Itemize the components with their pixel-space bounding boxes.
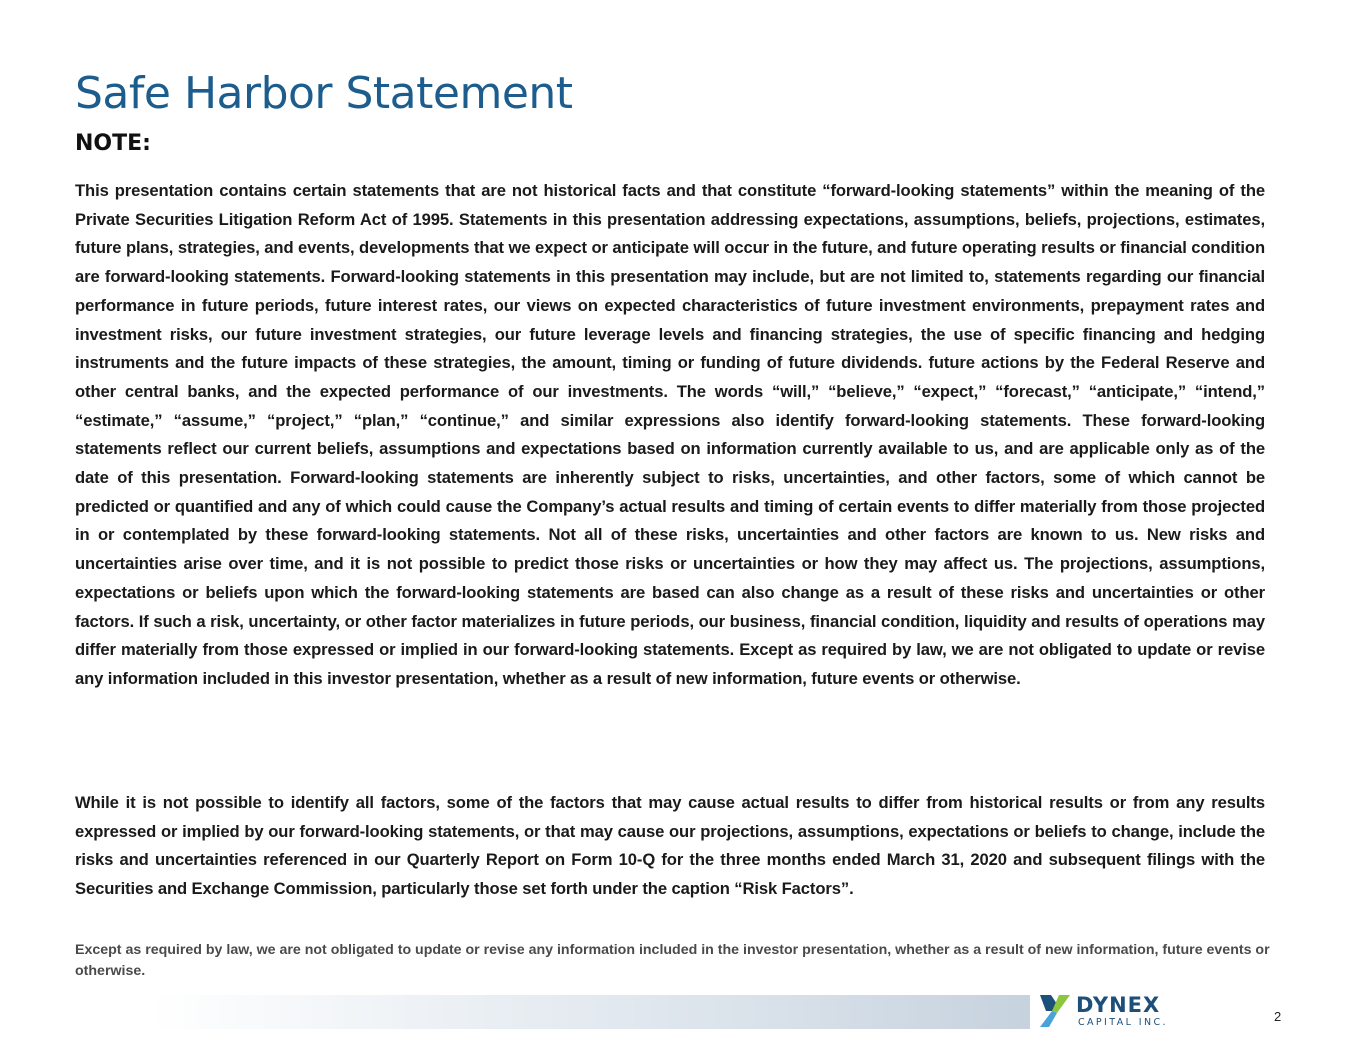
logo-subtitle: CAPITAL INC. [1078, 1017, 1168, 1028]
safe-harbor-paragraph-2: While it is not possible to identify all factors, some of the factors that may cause actual results to differ from historical results or from any results expressed or implied by our forward-looking statements, or that may cause our projections, assumptions, expectations or beliefs to change, include the risks and uncertainties referenced in our Quarterly Report on Form 10-Q for the three months ended March 31, 2020 and subsequent filings with the Securities and Exchange Commission, particularly those set forth under the caption “Risk Factors”. [75, 793, 1265, 899]
slide-title: Safe Harbor Statement [75, 68, 573, 119]
dynex-logo-mark-icon [1040, 995, 1070, 1027]
page-number: 2 [1274, 1009, 1282, 1024]
footnote-disclaimer: Except as required by law, we are not obligated to update or revise any information included in the investor presentation, whether as a result of new information, future events or otherwise. [75, 942, 1270, 979]
note-label: NOTE: [75, 131, 151, 156]
logo-wordmark: DYNEX [1076, 993, 1161, 1017]
dynex-logo [1040, 993, 1180, 1033]
safe-harbor-paragraph-1: This presentation contains certain statements that are not historical facts and that constitute “forward-looking statements” within the meaning of the Private Securities Litigation Reform Act of 1995. Statements in this presentation addressing expectations, assumptions, beliefs, projections, estimates, future plans, strategies, and events, developments that we expect or anticipate will occur in the future, and future operating results or financial condition are forward-looking statements. Forward-looking statements in this presentation may include, but are not limited to, statements regarding our financial performance in future periods, future interest rates, our views on expected characteristics of future investment environments, prepayment rates and investment risks, our future investment strategies, our future leverage levels and financing strategies, the use of specific financing and hedging instruments and the future impacts of these strategies, the amount, timing or funding of future dividends. future actions by the Federal Reserve and other central banks, and the expected performance of our investments. The words “will,” “believe,” “expect,” “forecast,” “anticipate,” “intend,” “estimate,” “assume,” “project,” “plan,” “continue,” and similar expressions also identify forward-looking statements. These forward-looking statements reflect our current beliefs, assumptions and expectations based on information currently available to us, and are applicable only as of the date of this presentation. Forward-looking statements are inherently subject to risks, uncertainties, and other factors, some of which cannot be predicted or quantified and any of which could cause the Company’s actual results and timing of certain events to differ materially from those projected in or contemplated by these forward-looking statements. Not all of these risks, uncertainties and other factors are known to us. New risks and uncertainties arise over time, and it is not possible to predict those risks or uncertainties or how they may affect us. The projections, assumptions, expectations or beliefs upon which the forward-looking statements are based can also change as a result of these risks and uncertainties or other factors. If such a risk, uncertainty, or other factor materializes in future periods, our business, financial condition, liquidity and results of operations may differ materially from those expressed or implied in our forward-looking statements. Except as required by law, we are not obligated to update or revise any information included in this investor presentation, whether as a result of new information, future events or otherwise. [75, 181, 1265, 688]
footer-gradient-bar [150, 995, 1030, 1029]
